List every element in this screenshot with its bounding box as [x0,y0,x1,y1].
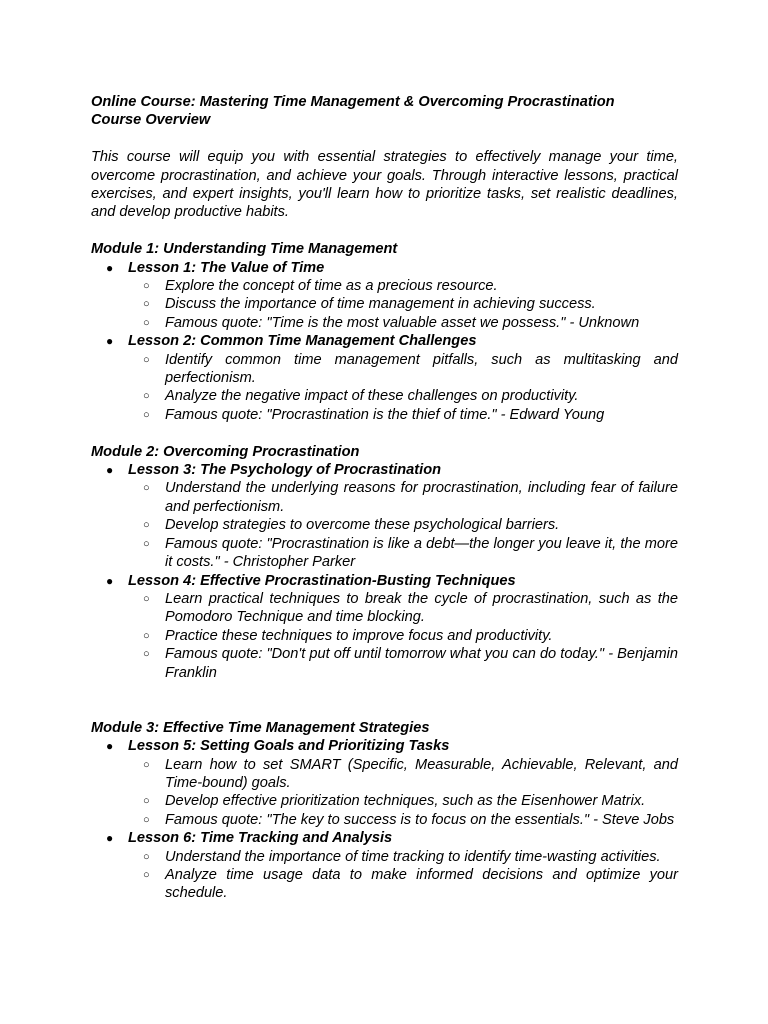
bullet-dot-icon: ● [106,573,114,588]
lesson-topic-text: Analyze time usage data to make informed decisions and optimize your schedule. [165,867,678,902]
bullet-circle-icon: ○ [143,482,150,495]
lesson-topic [128,387,678,405]
lesson-topic [128,406,678,424]
lesson-list [91,737,678,903]
module-title: Module 2: Overcoming Procrastination [91,443,360,460]
lesson-topic-text: Famous quote: "Procrastination is the thief of time." - Edward Young [165,406,605,423]
lesson-topic [128,295,678,313]
module-section [91,443,678,682]
lesson-topic [128,811,678,829]
lesson-topic-text: Learn practical techniques to break the cycle of procrastination, such as the Pomodoro Technique and time blocking. [165,590,678,626]
module-section [91,240,678,424]
lesson-topic-list [128,479,678,571]
lesson-topic-text: Explore the concept of time as a precious resource. [165,278,498,295]
lesson-topic-text: Discuss the importance of time management in achieving success. [165,296,596,313]
lesson-title: Lesson 2: Common Time Management Challenges [128,333,477,350]
bullet-circle-icon: ○ [143,758,150,771]
lesson-topic [128,627,678,645]
lesson-topic-list [128,277,678,332]
lesson-topic-text: Practice these techniques to improve focus and productivity. [165,627,553,644]
lesson-item [91,572,678,682]
lesson-topic-text: Famous quote: "The key to success is to focus on the essentials." - Steve Jobs [165,811,675,828]
lesson-topic [128,848,678,866]
lesson-topic [128,866,678,903]
lesson-topic [128,645,678,682]
lesson-topic-text: Famous quote: "Procrastination is like a debt—the longer you leave it, the more it costs." - Christopher Parker [165,535,678,571]
bullet-circle-icon: ○ [143,813,150,826]
bullet-circle-icon: ○ [143,869,150,881]
lesson-item [91,332,678,424]
modules-container [91,240,678,903]
lesson-topic [128,479,678,516]
lesson-topic-text: Identify common time management pitfalls, such as multitasking and perfectionism. [165,351,678,387]
bullet-dot-icon: ● [106,334,114,349]
bullet-circle-icon: ○ [143,519,150,532]
lesson-topic [128,756,678,793]
lesson-item [91,259,678,333]
course-title: Online Course: Mastering Time Management & Overcoming Procrastination [91,94,615,110]
lesson-topic-list [128,590,678,682]
bullet-circle-icon: ○ [143,390,150,403]
bullet-dot-icon: ● [106,831,114,846]
lesson-title: Lesson 5: Setting Goals and Prioritizing Tasks [128,738,450,755]
lesson-title: Lesson 6: Time Tracking and Analysis [128,830,393,847]
lesson-topic [128,314,678,332]
lesson-topic [128,590,678,627]
lesson-item [91,829,678,903]
lesson-topic [128,277,678,295]
bullet-circle-icon: ○ [143,353,150,366]
bullet-circle-icon: ○ [143,298,150,311]
lesson-topic [128,792,678,810]
bullet-circle-icon: ○ [143,592,150,605]
module-title: Module 3: Effective Time Management Strategies [91,719,430,736]
bullet-circle-icon: ○ [143,316,150,329]
document-page [91,93,678,903]
lesson-topic-text: Understand the importance of time tracking to identify time-wasting activities. [165,848,661,865]
bullet-circle-icon: ○ [143,850,150,863]
lesson-topic-list [128,848,678,903]
lesson-topic-text: Develop effective prioritization techniques, such as the Eisenhower Matrix. [165,793,646,810]
bullet-dot-icon: ● [106,739,114,754]
lesson-topic-text: Famous quote: "Don't put off until tomorrow what you can do today." - Benjamin Franklin [165,646,678,681]
lesson-topic-list [128,756,678,830]
bullet-circle-icon: ○ [143,795,150,808]
lesson-title: Lesson 4: Effective Procrastination-Busting Techniques [128,572,516,589]
lesson-list [91,259,678,425]
lesson-topic-text: Analyze the negative impact of these challenges on productivity. [165,388,579,405]
bullet-circle-icon: ○ [143,408,150,421]
bullet-circle-icon: ○ [143,537,150,550]
bullet-circle-icon: ○ [143,648,150,661]
lesson-topic [128,535,678,572]
module-title: Module 1: Understanding Time Management [91,241,398,258]
lesson-topic-text: Develop strategies to overcome these psychological barriers. [165,517,560,534]
bullet-circle-icon: ○ [143,280,150,293]
lesson-item [91,737,678,829]
lesson-title: Lesson 3: The Psychology of Procrastination [128,462,442,479]
lesson-topic [128,351,678,388]
lesson-title: Lesson 1: The Value of Time [128,259,325,276]
lesson-topic [128,516,678,534]
lesson-topic-text: Learn how to set SMART (Specific, Measurable, Achievable, Relevant, and Time-bound) goals. [165,756,678,791]
lesson-topic-list [128,351,678,425]
lesson-item [91,461,678,571]
course-overview-heading: Course Overview [91,112,211,129]
lesson-list [91,461,678,682]
bullet-dot-icon: ● [106,463,114,478]
module-section [91,719,678,903]
lesson-topic-text: Famous quote: "Time is the most valuable asset we possess." - Unknown [165,314,640,331]
course-intro-paragraph: This course will equip you with essential strategies to effectively manage your time, overcome procrastination, and achieve your goals. Through interactive lessons, practical exercises, and expert insights, you'll learn how to prioritize tasks, set realistic deadlines, and develop productive habits. [91,149,678,221]
bullet-circle-icon: ○ [143,629,150,642]
bullet-dot-icon: ● [106,260,114,275]
lesson-topic-text: Understand the underlying reasons for procrastination, including fear of failure and perfectionism. [165,480,678,515]
